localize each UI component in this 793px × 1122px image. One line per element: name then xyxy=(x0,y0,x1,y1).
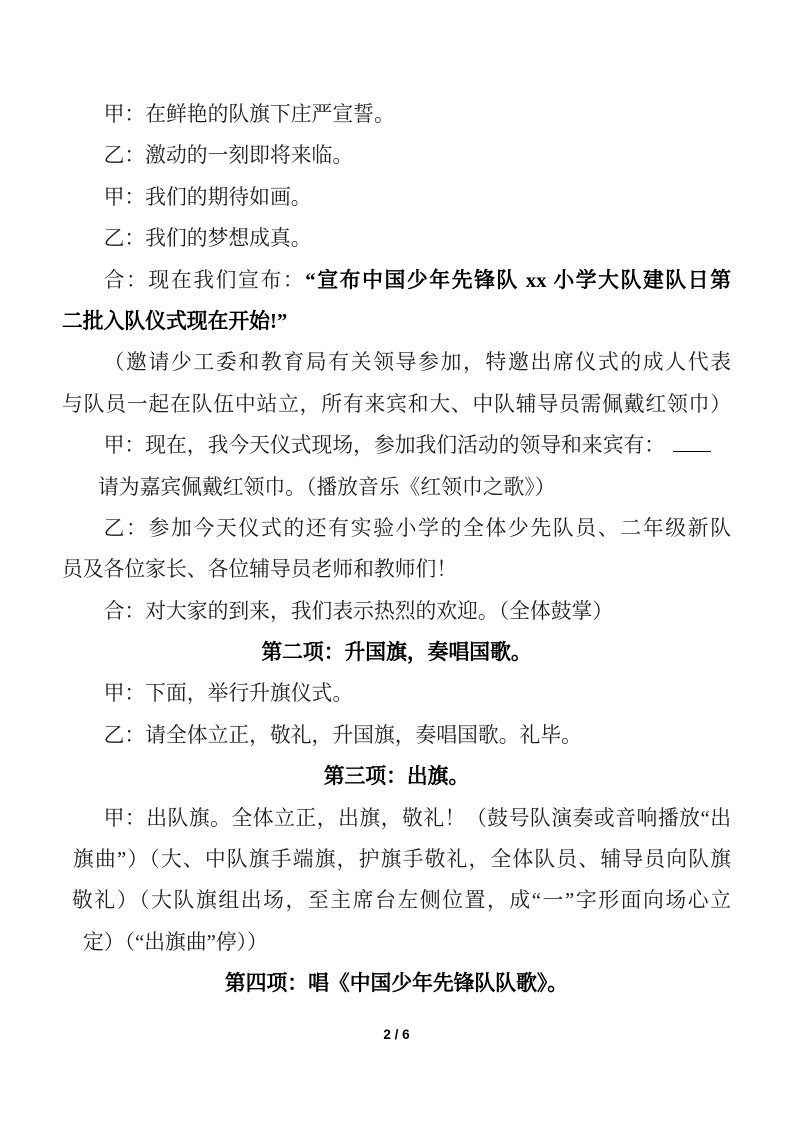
dialog-line: 旗曲”）（大、中队旗手端旗，护旗手敬礼，全体队员、辅导员向队旗 xyxy=(73,848,731,872)
dialog-line: 敬礼）（大队旗组出场，至主席台左侧位置，成“一”字形面向场心立 xyxy=(72,889,731,913)
dialog-line xyxy=(62,425,731,466)
dialog-line: 甲：我们的期待如画。 xyxy=(103,185,312,209)
section-heading-item2: 第二项：升国旗，奏唱国歌。 xyxy=(261,641,532,665)
dialog-line: 合：对大家的到来，我们表示热烈的欢迎。（全体鼓掌） xyxy=(103,599,614,623)
section-heading-item4: 第四项：唱《中国少年先锋队队歌》。 xyxy=(224,972,569,996)
dialog-line: 甲：出队旗。全体立正，出旗，敬礼！（鼓号队演奏或音响播放“出 xyxy=(103,806,731,830)
dialog-line: 请为嘉宾佩戴红领巾。（播放音乐《红领巾之歌》） xyxy=(98,475,556,499)
page-number: 2 / 6 xyxy=(383,1027,410,1042)
dialog-line: 乙：激动的一刻即将来临。 xyxy=(103,144,354,168)
dialog-line: 乙：参加今天仪式的还有实验小学的全体少先队员、二年级新队 xyxy=(103,516,731,540)
dialog-line: 甲：下面，举行升旗仪式。 xyxy=(103,682,354,706)
dialog-line: 定）（“出旗曲”停）） xyxy=(83,930,268,954)
dialog-line: 甲：在鲜艳的队旗下庄严宣誓。 xyxy=(103,103,395,126)
stage-direction-line: （邀请少工委和教育局有关领导参加，特邀出席仪式的成人代表 xyxy=(103,351,731,375)
dialog-text: 合：现在我们宣布： xyxy=(103,268,306,292)
fill-in-blank-underline xyxy=(673,429,711,452)
dialog-line: 乙：我们的梦想成真。 xyxy=(103,227,312,251)
section-heading-item3: 第三项：出旗。 xyxy=(323,765,470,789)
announcement-bold-line: 二批入队仪式现在开始!” xyxy=(62,309,288,333)
dialog-line: 乙：请全体立正，敬礼，升国旗，奏唱国歌。礼毕。 xyxy=(103,723,582,747)
document-body xyxy=(62,94,731,1005)
dialog-line: 员及各位家长、各位辅导员老师和教师们！ xyxy=(62,558,458,582)
dialog-line xyxy=(62,260,731,301)
announcement-bold-text: “宣布中国少年先锋队 xx 小学大队建队日第 xyxy=(305,268,732,292)
dialog-text: 甲：现在，我今天仪式现场，参加我们活动的领导和来宾有： xyxy=(103,434,666,458)
stage-direction-line: 与队员一起在队伍中站立，所有来宾和大、中队辅导员需佩戴红领巾） xyxy=(62,392,731,416)
